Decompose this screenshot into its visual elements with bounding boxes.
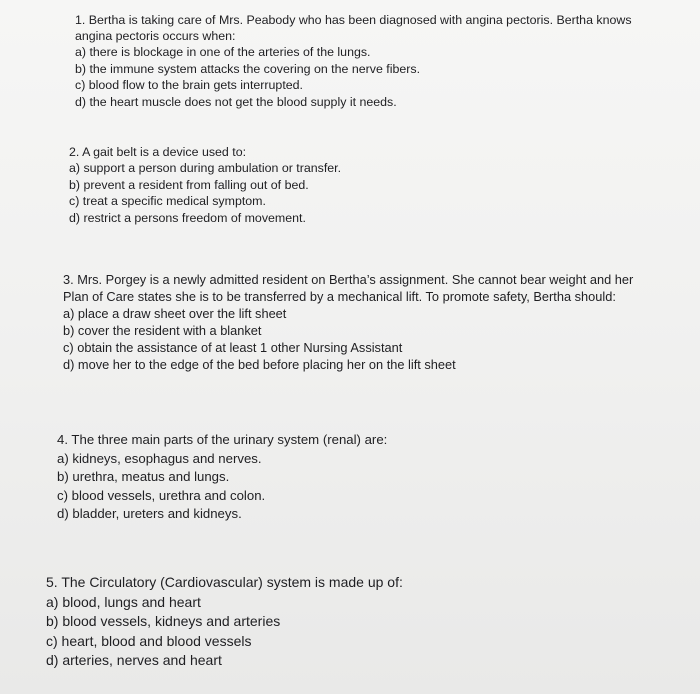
question-1 — [75, 12, 635, 110]
question-3-option-d: d) move her to the edge of the bed before placing her on the lift sheet — [63, 357, 456, 372]
question-5-text: 5. The Circulatory (Cardiovascular) system is made up of: — [46, 574, 403, 590]
question-3-text: 3. Mrs. Porgey is a newly admitted resident on Bertha’s assignment. She cannot bear weight and her Plan of Care states she is to be transferred by a mechanical lift. To promote safety, Bertha should: — [63, 272, 634, 304]
question-1-option-b: b) the immune system attacks the covering on the nerve fibers. — [75, 61, 421, 76]
question-4-option-c: c) blood vessels, urethra and colon. — [57, 487, 266, 503]
question-4-option-a: a) kidneys, esophagus and nerves. — [57, 450, 262, 466]
question-4-text: 4. The three main parts of the urinary system (renal) are: — [57, 432, 388, 447]
question-2 — [69, 144, 629, 226]
question-3-option-a: a) place a draw sheet over the lift sheet — [63, 306, 287, 321]
question-5-option-b: b) blood vessels, kidneys and arteries — [46, 613, 281, 630]
question-5-option-a: a) blood, lungs and heart — [46, 593, 201, 610]
question-4-option-b: b) urethra, meatus and lungs. — [57, 469, 230, 485]
question-5-option-d: d) arteries, nerves and heart — [46, 652, 222, 669]
question-1-text: 1. Bertha is taking care of Mrs. Peabody who has been diagnosed with angina pectoris. Bertha knows angina pectoris occurs when: — [75, 13, 632, 43]
question-1-option-a: a) there is blockage in one of the arteries of the lungs. — [75, 45, 371, 59]
question-1-option-d: d) the heart muscle does not get the blood supply it needs. — [75, 94, 397, 109]
question-5-option-c: c) heart, blood and blood vessels — [46, 632, 252, 649]
question-2-text: 2. A gait belt is a device used to: — [69, 145, 247, 159]
question-3-option-c: c) obtain the assistance of at least 1 other Nursing Assistant — [63, 340, 403, 355]
question-2-option-d: d) restrict a persons freedom of movement. — [69, 210, 306, 225]
question-4 — [57, 431, 617, 524]
question-3-option-b: b) cover the resident with a blanket — [63, 323, 262, 338]
question-1-option-c: c) blood flow to the brain gets interrupted. — [75, 78, 303, 93]
question-2-option-a: a) support a person during ambulation or transfer. — [69, 161, 342, 175]
question-2-option-b: b) prevent a resident from falling out of bed. — [69, 177, 309, 192]
question-3 — [63, 271, 638, 373]
question-4-option-d: d) bladder, ureters and kidneys. — [57, 506, 242, 522]
question-2-option-c: c) treat a specific medical symptom. — [69, 194, 266, 209]
question-5 — [46, 573, 606, 671]
